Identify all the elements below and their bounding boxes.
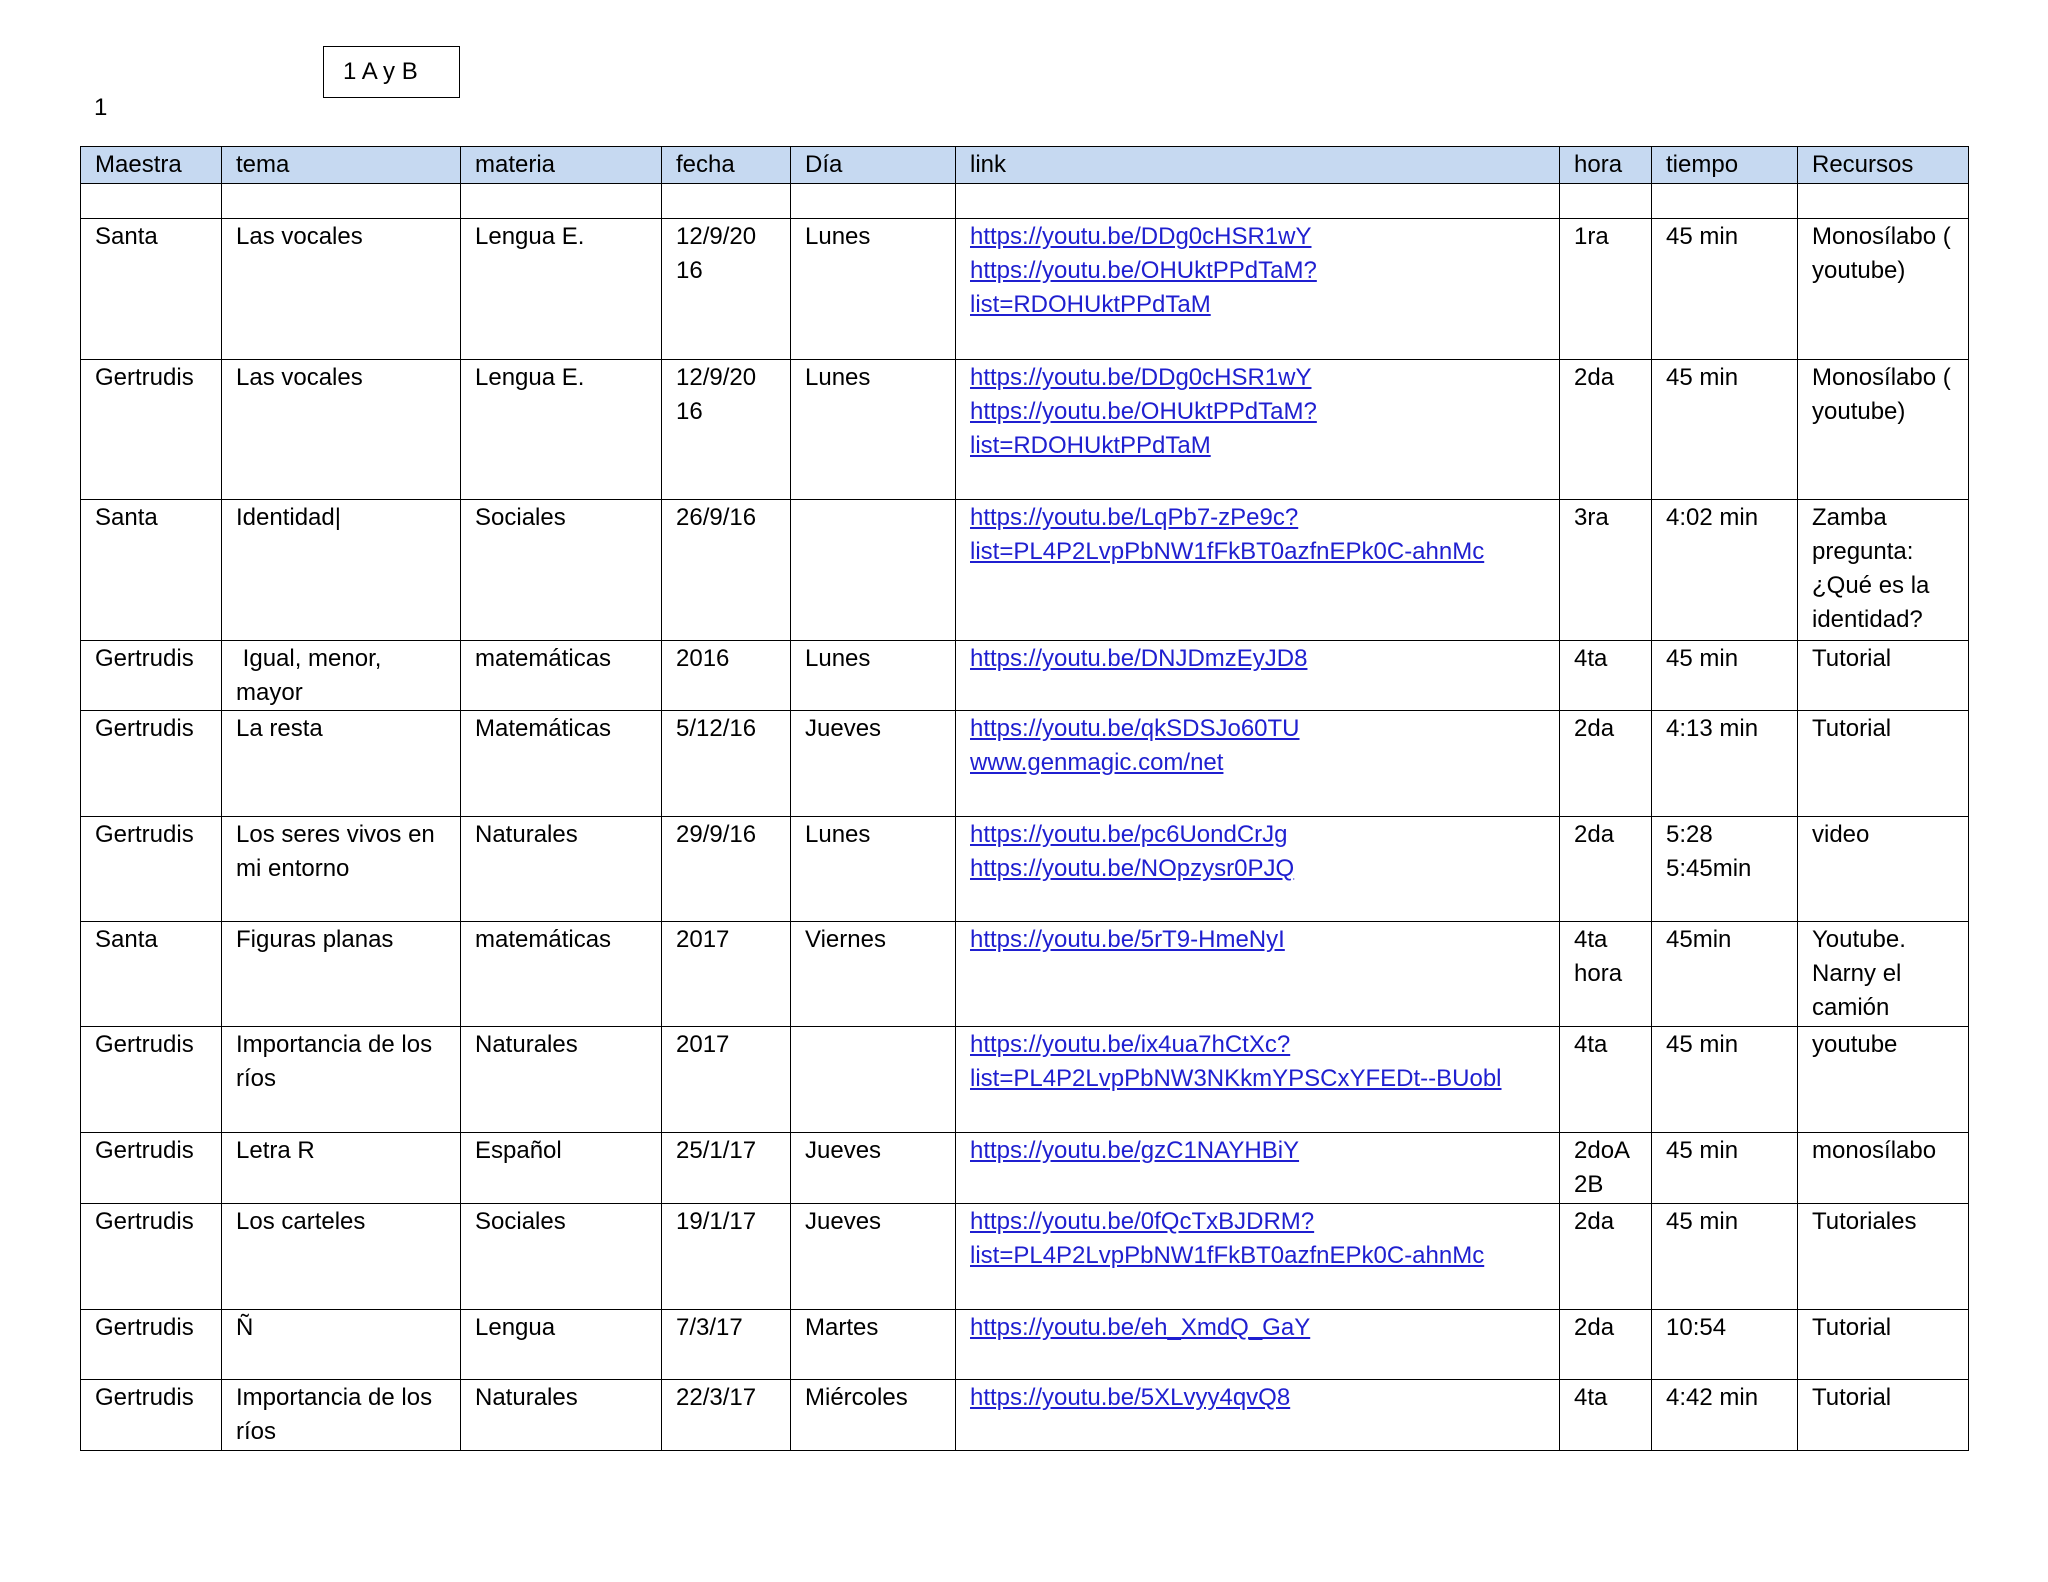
dia-text: Jueves bbox=[805, 1208, 882, 1235]
video-link[interactable]: https://youtu.be/NOpzysr0PJQ bbox=[970, 855, 1295, 882]
cell-fecha bbox=[662, 360, 791, 500]
cell-dia bbox=[791, 711, 956, 817]
tema-text: Las vocales bbox=[236, 364, 363, 391]
materia-text: Lengua bbox=[475, 1314, 556, 1341]
table-row bbox=[81, 922, 1969, 1027]
cell-dia bbox=[791, 184, 956, 219]
cell-links bbox=[956, 817, 1560, 922]
header-row bbox=[81, 147, 1969, 184]
cell-tiempo bbox=[1652, 1310, 1798, 1380]
tema-text: Importancia de los ríos bbox=[236, 1031, 439, 1092]
cell-fecha bbox=[662, 1027, 791, 1133]
cell-hora bbox=[1560, 1380, 1652, 1451]
cell-materia bbox=[461, 1380, 662, 1451]
fecha-text: 22/3/17 bbox=[676, 1384, 757, 1411]
cell-materia bbox=[461, 641, 662, 711]
fecha-text: 25/1/17 bbox=[676, 1137, 757, 1164]
maestra-text: Gertrudis bbox=[95, 1031, 194, 1058]
cell-hora bbox=[1560, 360, 1652, 500]
dia-text: Lunes bbox=[805, 364, 871, 391]
cell-hora bbox=[1560, 1133, 1652, 1204]
table-row bbox=[81, 1380, 1969, 1451]
video-link[interactable]: https://youtu.be/DDg0cHSR1wY bbox=[970, 223, 1312, 250]
cell-recursos bbox=[1798, 1380, 1969, 1451]
tema-text: Letra R bbox=[236, 1137, 315, 1164]
cell-maestra bbox=[81, 219, 222, 360]
tiempo-text: 5:28 5:45min bbox=[1666, 821, 1752, 882]
cell-materia bbox=[461, 184, 662, 219]
cell-links bbox=[956, 1204, 1560, 1310]
tema-text: Los seres vivos en mi entorno bbox=[236, 821, 442, 882]
hora-text: 4ta hora bbox=[1574, 926, 1623, 987]
column-header-links: link bbox=[956, 147, 1560, 184]
video-link[interactable]: https://youtu.be/gzC1NAYHBiY bbox=[970, 1137, 1300, 1164]
cell-materia bbox=[461, 922, 662, 1027]
cell-materia bbox=[461, 711, 662, 817]
tiempo-text: 4:42 min bbox=[1666, 1384, 1759, 1411]
dia-text: Lunes bbox=[805, 223, 871, 250]
cell-tiempo bbox=[1652, 1133, 1798, 1204]
cell-links bbox=[956, 711, 1560, 817]
fecha-text: 5/12/16 bbox=[676, 715, 757, 742]
cell-dia bbox=[791, 500, 956, 641]
cell-fecha bbox=[662, 817, 791, 922]
cell-recursos bbox=[1798, 184, 1969, 219]
cell-dia bbox=[791, 922, 956, 1027]
cell-recursos bbox=[1798, 817, 1969, 922]
cell-maestra bbox=[81, 1380, 222, 1451]
table-body bbox=[81, 184, 1969, 1451]
cell-maestra bbox=[81, 1204, 222, 1310]
table-row bbox=[81, 1204, 1969, 1310]
cell-tema bbox=[222, 1133, 461, 1204]
recursos-text: Tutorial bbox=[1812, 1384, 1892, 1411]
materia-text: Sociales bbox=[475, 504, 566, 531]
cell-tema bbox=[222, 922, 461, 1027]
column-header-tema: tema bbox=[222, 147, 461, 184]
hora-text: 3ra bbox=[1574, 504, 1609, 531]
recursos-text: monosílabo bbox=[1812, 1137, 1937, 1164]
dia-text: Viernes bbox=[805, 926, 886, 953]
cell-fecha bbox=[662, 1310, 791, 1380]
cell-recursos bbox=[1798, 1027, 1969, 1133]
table-row bbox=[81, 711, 1969, 817]
maestra-text: Gertrudis bbox=[95, 1208, 194, 1235]
maestra-text: Gertrudis bbox=[95, 364, 194, 391]
cell-fecha bbox=[662, 711, 791, 817]
cell-tema bbox=[222, 360, 461, 500]
cell-maestra bbox=[81, 500, 222, 641]
cell-dia bbox=[791, 817, 956, 922]
dia-text: Jueves bbox=[805, 715, 882, 742]
cell-tiempo bbox=[1652, 184, 1798, 219]
cell-tiempo bbox=[1652, 922, 1798, 1027]
empty-row bbox=[81, 184, 1969, 219]
tiempo-text: 4:13 min bbox=[1666, 715, 1759, 742]
materia-text: Naturales bbox=[475, 821, 578, 848]
maestra-text: Gertrudis bbox=[95, 1137, 194, 1164]
cell-recursos bbox=[1798, 360, 1969, 500]
hora-text: 4ta bbox=[1574, 1384, 1608, 1411]
hora-text: 4ta bbox=[1574, 1031, 1608, 1058]
recursos-text: Zamba pregunta: ¿Qué es la identidad? bbox=[1812, 504, 1937, 633]
fecha-text: 29/9/16 bbox=[676, 821, 757, 848]
table-row bbox=[81, 1027, 1969, 1133]
cell-hora bbox=[1560, 922, 1652, 1027]
cell-links bbox=[956, 360, 1560, 500]
cell-dia bbox=[791, 641, 956, 711]
recursos-text: Tutorial bbox=[1812, 715, 1892, 742]
recursos-text: Tutorial bbox=[1812, 645, 1892, 672]
cell-materia bbox=[461, 219, 662, 360]
cell-tiempo bbox=[1652, 817, 1798, 922]
recursos-text: Monosílabo ( youtube) bbox=[1812, 223, 1958, 284]
video-link[interactable]: https://youtu.be/ix4ua7hCtXc?list=PL4P2LvpPbNW3NKkmYPSCxYFEDt--BUobl bbox=[970, 1031, 1502, 1092]
tema-text: La resta bbox=[236, 715, 323, 742]
cell-maestra bbox=[81, 1133, 222, 1204]
tiempo-text: 10:54 bbox=[1666, 1314, 1727, 1341]
tema-text: Figuras planas bbox=[236, 926, 394, 953]
cell-recursos bbox=[1798, 1133, 1969, 1204]
page-number: 1 bbox=[94, 94, 108, 121]
video-link[interactable]: https://youtu.be/qkSDSJo60TU bbox=[970, 715, 1300, 742]
cell-maestra bbox=[81, 817, 222, 922]
cell-dia bbox=[791, 1310, 956, 1380]
maestra-text: Gertrudis bbox=[95, 1314, 194, 1341]
materia-text: Naturales bbox=[475, 1031, 578, 1058]
cell-maestra bbox=[81, 184, 222, 219]
materia-text: Español bbox=[475, 1137, 562, 1164]
table-header bbox=[81, 147, 1969, 184]
fecha-text: 12/9/2016 bbox=[676, 223, 757, 284]
video-link[interactable]: https://youtu.be/0fQcTxBJDRM?list=PL4P2LvpPbNW1fFkBT0azfnEPk0C-ahnMc bbox=[970, 1208, 1485, 1269]
cell-materia bbox=[461, 1310, 662, 1380]
fecha-text: 12/9/2016 bbox=[676, 364, 757, 425]
hora-text: 2da bbox=[1574, 1314, 1615, 1341]
recursos-text: Monosílabo ( youtube) bbox=[1812, 364, 1958, 425]
maestra-text: Santa bbox=[95, 223, 158, 250]
column-header-dia: Día bbox=[791, 147, 956, 184]
video-link[interactable]: www.genmagic.com/net bbox=[970, 749, 1224, 776]
cell-dia bbox=[791, 1204, 956, 1310]
hora-text: 2da bbox=[1574, 364, 1615, 391]
recursos-text: youtube bbox=[1812, 1031, 1898, 1058]
cell-tiempo bbox=[1652, 1204, 1798, 1310]
maestra-text: Gertrudis bbox=[95, 821, 194, 848]
cell-maestra bbox=[81, 641, 222, 711]
materia-text: Naturales bbox=[475, 1384, 578, 1411]
video-link[interactable]: https://youtu.be/OHUktPPdTaM?list=RDOHUktPPdTaM bbox=[970, 257, 1317, 318]
cell-dia bbox=[791, 1133, 956, 1204]
cell-dia bbox=[791, 360, 956, 500]
hora-text: 4ta bbox=[1574, 645, 1608, 672]
cell-recursos bbox=[1798, 711, 1969, 817]
cell-fecha bbox=[662, 1380, 791, 1451]
dia-text: Martes bbox=[805, 1314, 879, 1341]
fecha-text: 2016 bbox=[676, 645, 730, 672]
cell-links bbox=[956, 1310, 1560, 1380]
table-row bbox=[81, 219, 1969, 360]
cell-recursos bbox=[1798, 641, 1969, 711]
video-link[interactable]: https://youtu.be/LqPb7-zPe9c?list=PL4P2LvpPbNW1fFkBT0azfnEPk0C-ahnMc bbox=[970, 504, 1485, 565]
cell-materia bbox=[461, 1204, 662, 1310]
cell-maestra bbox=[81, 1027, 222, 1133]
materia-text: Sociales bbox=[475, 1208, 566, 1235]
recursos-text: video bbox=[1812, 821, 1870, 848]
dia-text: Lunes bbox=[805, 821, 871, 848]
table-row bbox=[81, 1310, 1969, 1380]
tema-text: Las vocales bbox=[236, 223, 363, 250]
cell-hora bbox=[1560, 641, 1652, 711]
cell-dia bbox=[791, 1027, 956, 1133]
cell-tiempo bbox=[1652, 1027, 1798, 1133]
maestra-text: Gertrudis bbox=[95, 1384, 194, 1411]
cell-tema bbox=[222, 711, 461, 817]
tiempo-text: 45 min bbox=[1666, 645, 1739, 672]
table-row bbox=[81, 500, 1969, 641]
hora-text: 1ra bbox=[1574, 223, 1609, 250]
cell-links bbox=[956, 1133, 1560, 1204]
fecha-text: 2017 bbox=[676, 1031, 730, 1058]
dia-text: Lunes bbox=[805, 645, 871, 672]
table-row bbox=[81, 641, 1969, 711]
hora-text: 2da bbox=[1574, 821, 1615, 848]
cell-fecha bbox=[662, 641, 791, 711]
cell-tiempo bbox=[1652, 1380, 1798, 1451]
video-link[interactable]: https://youtu.be/OHUktPPdTaM?list=RDOHUktPPdTaM bbox=[970, 398, 1317, 459]
cell-recursos bbox=[1798, 500, 1969, 641]
cell-maestra bbox=[81, 711, 222, 817]
dia-text: Miércoles bbox=[805, 1384, 908, 1411]
cell-fecha bbox=[662, 184, 791, 219]
video-link[interactable]: https://youtu.be/pc6UondCrJg bbox=[970, 821, 1288, 848]
cell-maestra bbox=[81, 1310, 222, 1380]
cell-links bbox=[956, 184, 1560, 219]
schedule-table bbox=[80, 146, 1969, 1451]
materia-text: matemáticas bbox=[475, 926, 612, 953]
cell-tema bbox=[222, 184, 461, 219]
cell-hora bbox=[1560, 500, 1652, 641]
cell-recursos bbox=[1798, 219, 1969, 360]
cell-tema bbox=[222, 641, 461, 711]
video-link[interactable]: https://youtu.be/DNJDmzEyJD8 bbox=[970, 645, 1308, 672]
cell-materia bbox=[461, 1027, 662, 1133]
table-row bbox=[81, 360, 1969, 500]
cell-hora bbox=[1560, 1310, 1652, 1380]
column-header-maestra: Maestra bbox=[81, 147, 222, 184]
cell-recursos bbox=[1798, 922, 1969, 1027]
video-link[interactable]: https://youtu.be/eh_XmdQ_GaY bbox=[970, 1314, 1311, 1341]
cell-tiempo bbox=[1652, 711, 1798, 817]
fecha-text: 26/9/16 bbox=[676, 504, 757, 531]
cell-tema bbox=[222, 1380, 461, 1451]
hora-text: 2da bbox=[1574, 1208, 1615, 1235]
column-header-fecha: fecha bbox=[662, 147, 791, 184]
cell-hora bbox=[1560, 184, 1652, 219]
fecha-text: 7/3/17 bbox=[676, 1314, 743, 1341]
tema-text: Ñ bbox=[236, 1314, 254, 1341]
cell-fecha bbox=[662, 1133, 791, 1204]
cell-hora bbox=[1560, 711, 1652, 817]
tema-text: Igual, menor, mayor bbox=[236, 645, 389, 706]
cell-fecha bbox=[662, 1204, 791, 1310]
cell-hora bbox=[1560, 817, 1652, 922]
cell-tema bbox=[222, 817, 461, 922]
cell-dia bbox=[791, 219, 956, 360]
cell-hora bbox=[1560, 1027, 1652, 1133]
maestra-text: Gertrudis bbox=[95, 715, 194, 742]
materia-text: Matemáticas bbox=[475, 715, 612, 742]
maestra-text: Santa bbox=[95, 926, 158, 953]
cell-links bbox=[956, 922, 1560, 1027]
materia-text: matemáticas bbox=[475, 645, 612, 672]
recursos-text: Youtube. Narny el camión bbox=[1812, 926, 1913, 1021]
cell-hora bbox=[1560, 1204, 1652, 1310]
cell-materia bbox=[461, 360, 662, 500]
cell-links bbox=[956, 641, 1560, 711]
tiempo-text: 45min bbox=[1666, 926, 1732, 953]
column-header-recursos: Recursos bbox=[1798, 147, 1969, 184]
cell-fecha bbox=[662, 219, 791, 360]
tema-text: Importancia de los ríos bbox=[236, 1384, 439, 1445]
cell-tema bbox=[222, 500, 461, 641]
tiempo-text: 45 min bbox=[1666, 1208, 1739, 1235]
hora-text: 2da bbox=[1574, 715, 1615, 742]
cell-links bbox=[956, 500, 1560, 641]
cell-dia bbox=[791, 1380, 956, 1451]
materia-text: Lengua E. bbox=[475, 223, 585, 250]
column-header-hora: hora bbox=[1560, 147, 1652, 184]
maestra-text: Santa bbox=[95, 504, 158, 531]
fecha-text: 19/1/17 bbox=[676, 1208, 757, 1235]
cell-tema bbox=[222, 1027, 461, 1133]
table-row bbox=[81, 817, 1969, 922]
maestra-text: Gertrudis bbox=[95, 645, 194, 672]
cell-recursos bbox=[1798, 1310, 1969, 1380]
cell-materia bbox=[461, 1133, 662, 1204]
column-header-tiempo: tiempo bbox=[1652, 147, 1798, 184]
cell-links bbox=[956, 1027, 1560, 1133]
cell-tiempo bbox=[1652, 641, 1798, 711]
cell-fecha bbox=[662, 922, 791, 1027]
cell-hora bbox=[1560, 219, 1652, 360]
group-label-box: 1 A y B bbox=[323, 46, 460, 98]
cell-tema bbox=[222, 1310, 461, 1380]
materia-text: Lengua E. bbox=[475, 364, 585, 391]
table-row bbox=[81, 1133, 1969, 1204]
tiempo-text: 45 min bbox=[1666, 1031, 1739, 1058]
fecha-text: 2017 bbox=[676, 926, 730, 953]
cell-tiempo bbox=[1652, 500, 1798, 641]
hora-text: 2doA 2B bbox=[1574, 1137, 1636, 1198]
tema-text: Identidad| bbox=[236, 504, 341, 531]
video-link[interactable]: https://youtu.be/5XLvyy4qvQ8 bbox=[970, 1384, 1291, 1411]
cell-tiempo bbox=[1652, 219, 1798, 360]
tiempo-text: 45 min bbox=[1666, 1137, 1739, 1164]
video-link[interactable]: https://youtu.be/5rT9-HmeNyI bbox=[970, 926, 1285, 953]
tema-text: Los carteles bbox=[236, 1208, 366, 1235]
cell-fecha bbox=[662, 500, 791, 641]
tiempo-text: 45 min bbox=[1666, 364, 1739, 391]
cell-tema bbox=[222, 219, 461, 360]
recursos-text: Tutoriales bbox=[1812, 1208, 1917, 1235]
dia-text: Jueves bbox=[805, 1137, 882, 1164]
cell-materia bbox=[461, 500, 662, 641]
column-header-materia: materia bbox=[461, 147, 662, 184]
cell-tiempo bbox=[1652, 360, 1798, 500]
cell-links bbox=[956, 1380, 1560, 1451]
cell-recursos bbox=[1798, 1204, 1969, 1310]
cell-maestra bbox=[81, 360, 222, 500]
cell-maestra bbox=[81, 922, 222, 1027]
cell-tema bbox=[222, 1204, 461, 1310]
cell-links bbox=[956, 219, 1560, 360]
tiempo-text: 45 min bbox=[1666, 223, 1739, 250]
tiempo-text: 4:02 min bbox=[1666, 504, 1759, 531]
recursos-text: Tutorial bbox=[1812, 1314, 1892, 1341]
cell-materia bbox=[461, 817, 662, 922]
video-link[interactable]: https://youtu.be/DDg0cHSR1wY bbox=[970, 364, 1312, 391]
